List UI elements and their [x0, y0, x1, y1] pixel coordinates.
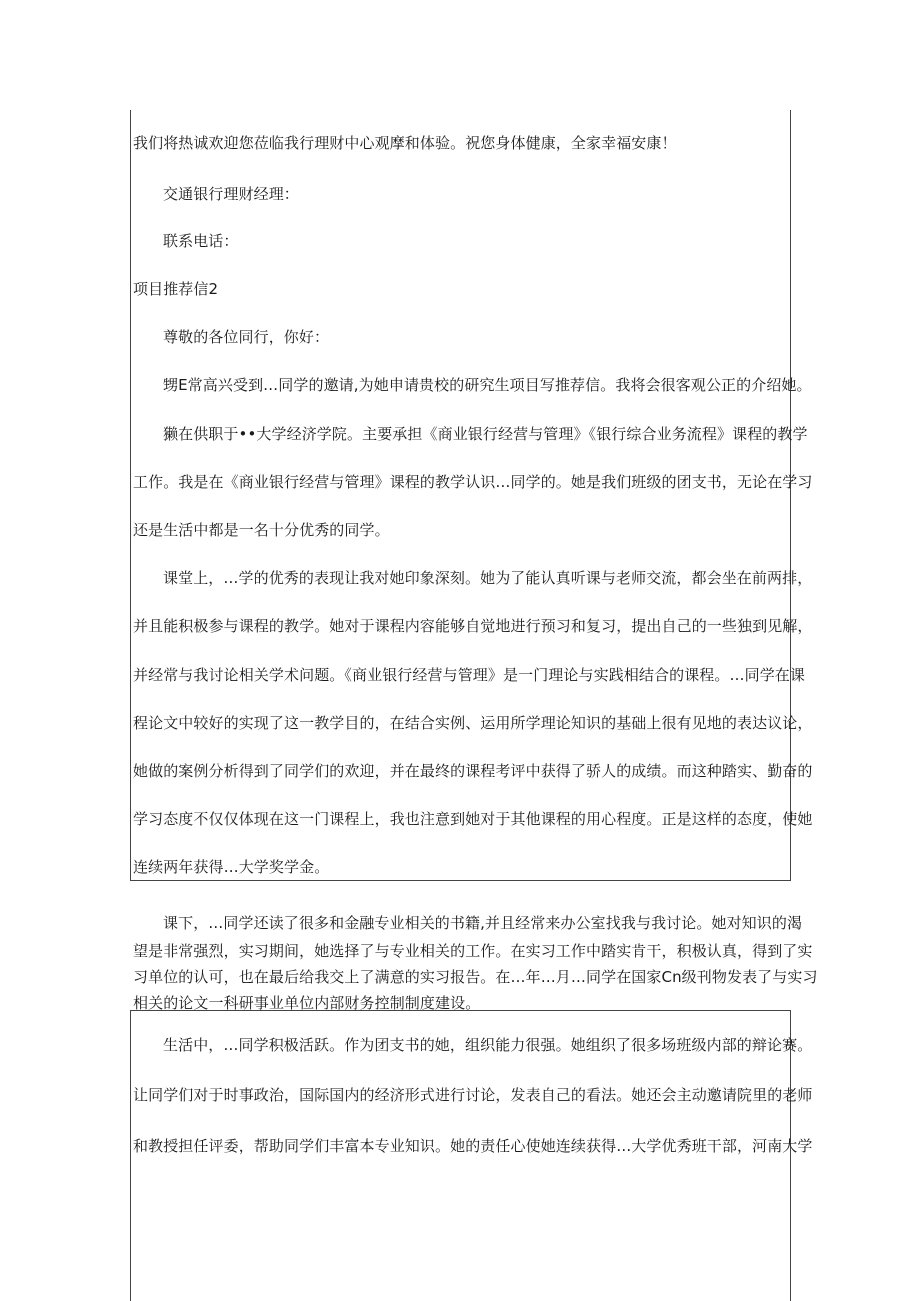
signature-line: 交通银行理财经理：: [163, 185, 299, 203]
after-class-paragraph-line: 习单位的认可，也在最后给我交上了满意的实习报告。在…年…月…同学在国家Cn级刊物发表了与实习: [133, 968, 818, 986]
class-paragraph-line: 她做的案例分析得到了同学们的欢迎，并在最终的课程考评中获得了骄人的成绩。而这种踏实、勤奋的: [133, 762, 813, 780]
section-title: 项目推荐信2: [133, 280, 219, 298]
class-paragraph-line: 程论文中较好的实现了这一教学目的，在结合实例、运用所学理论知识的基础上很有见地的表达议论，: [133, 714, 813, 732]
after-class-paragraph-line: 课下，…同学还读了很多和金融专业相关的书籍,并且经常来办公室找我与我讨论。她对知识的渴: [163, 914, 803, 932]
work-paragraph-line: 獭在供职于••大学经济学院。主要承担《商业银行经营与管理》《银行综合业务流程》课程的教学: [163, 425, 808, 443]
after-class-paragraph-line: 相关的论文一科研事业单位内部财务控制制度建设。: [133, 994, 481, 1012]
class-paragraph-line: 学习态度不仅仅体现在这一门课程上，我也注意到她对于其他课程的用心程度。正是这样的态度，使她: [133, 810, 813, 828]
work-paragraph-line: 还是生活中都是一名十分优秀的同学。: [133, 521, 390, 539]
life-paragraph-line: 让同学们对于时事政治，国际国内的经济形式进行讨论，发表自己的看法。她还会主动邀请院里的老师: [133, 1086, 813, 1104]
intro-paragraph: 甥E常高兴受到…同学的邀请,为她申请贵校的研究生项目写推荐信。我将会很客观公正的介绍她。: [163, 376, 812, 394]
life-paragraph-line: 和教授担任评委，帮助同学们丰富本专业知识。她的责任心使她连续获得…大学优秀班干部，河南大学: [133, 1137, 813, 1155]
contact-line: 联系电话：: [163, 232, 239, 250]
class-paragraph-line: 并且能积极参与课程的教学。她对于课程内容能够自觉地进行预习和复习，提出自己的一些独到见解，: [133, 617, 813, 635]
life-paragraph-line: 生活中，…同学积极活跃。作为团支书的她，组织能力很强。她组织了很多场班级内部的辩论赛。: [163, 1036, 813, 1054]
work-paragraph-line: 工作。我是在《商业银行经营与管理》课程的教学认识…同学的。她是我们班级的团支书，无论在学习: [133, 473, 813, 491]
class-paragraph-line: 并经常与我讨论相关学术问题。《商业银行经营与管理》是一门理论与实践相结合的课程。…同学在课: [133, 666, 806, 684]
class-paragraph-line: 课堂上，…学的优秀的表现让我对她印象深刻。她为了能认真听课与老师交流，都会坐在前两排，: [163, 569, 813, 587]
closing-line: 我们将热诚欢迎您莅临我行理财中心观摩和体验。祝您身体健康，全家幸福安康！: [133, 134, 677, 152]
class-paragraph-line: 连续两年获得…大学奖学金。: [133, 858, 330, 876]
greeting: 尊敬的各位同行，你好：: [163, 328, 330, 346]
after-class-paragraph-line: 望是非常强烈，实习期间，她选择了与专业相关的工作。在实习工作中踏实肯干，积极认真，得到了实: [133, 942, 813, 960]
